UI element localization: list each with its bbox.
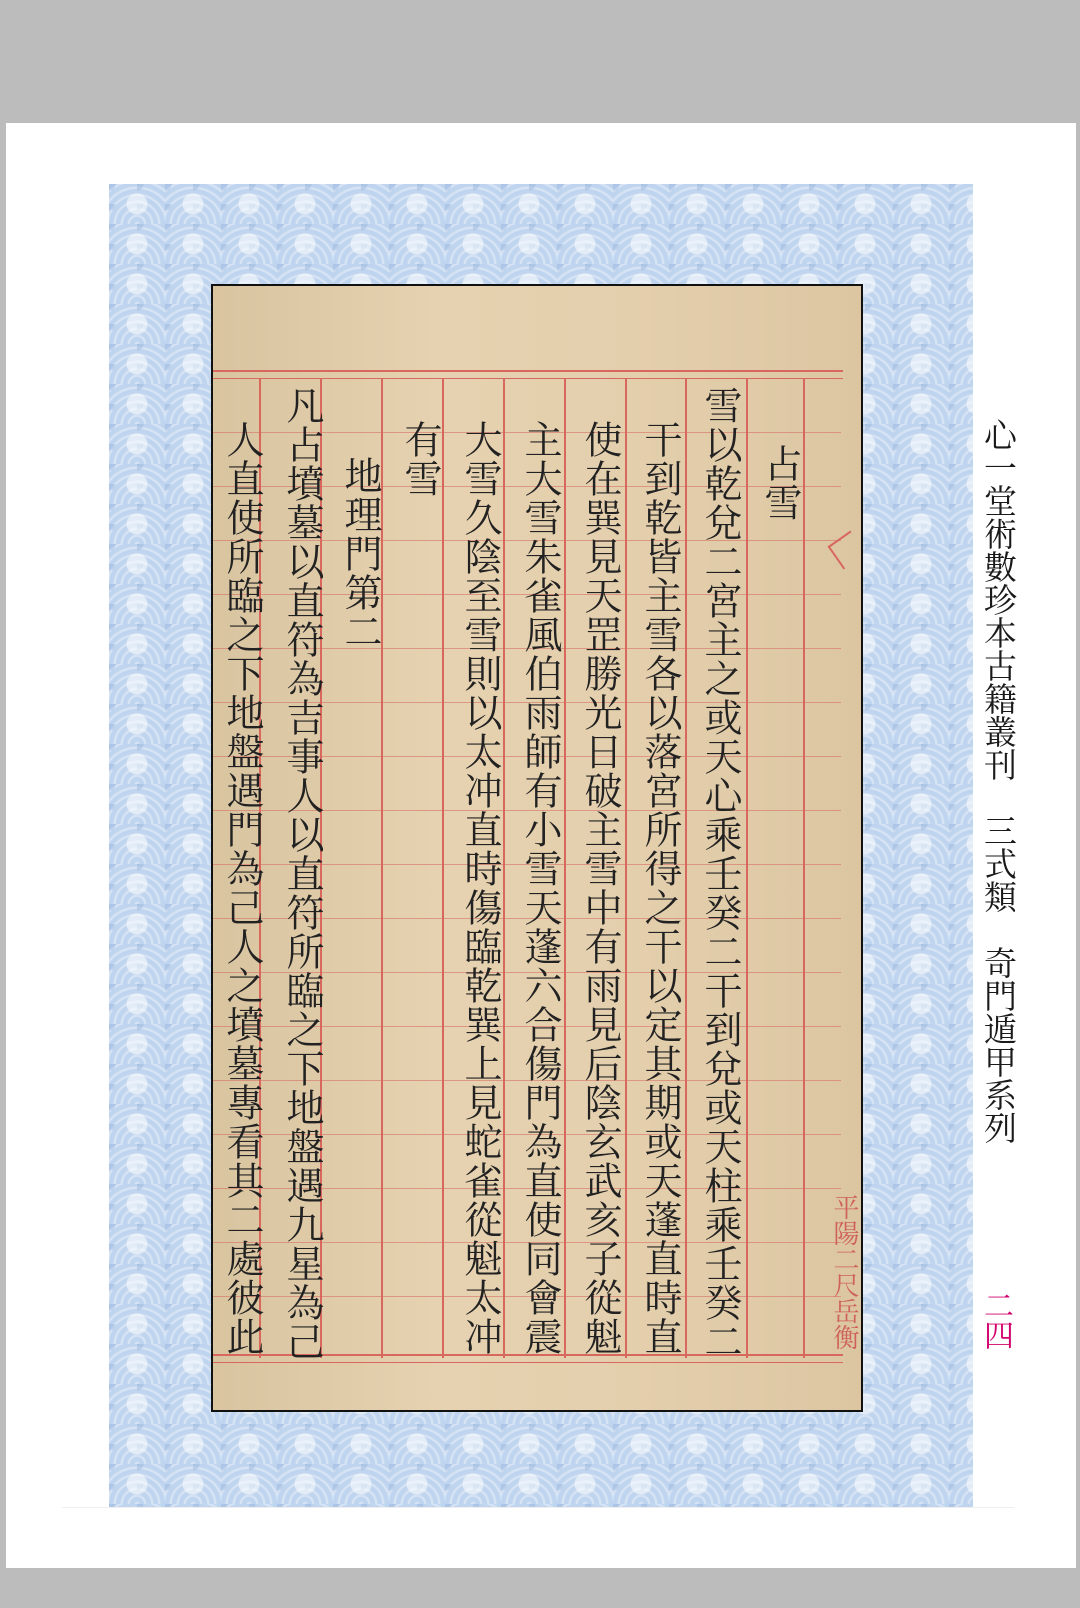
column-rule [803, 378, 805, 1358]
text-column-3: 干到乾皆主雪各以落宮所得之干以定其期或天蓬直時直 [638, 420, 682, 1356]
bottom-divider [62, 1507, 1014, 1508]
top-border-rule [213, 370, 843, 372]
page-number: 二四 [978, 1290, 1013, 1350]
text-column-1: 占雪 [758, 444, 802, 522]
chapter-heading: 地理門第二 [338, 456, 382, 651]
text-column-4: 使在巽見天罡勝光日破主雪中有雨見后陰玄武亥子從魁 [578, 420, 622, 1356]
text-column-2: 雪以乾兌二宮主之或天心乘壬癸二干到兌或天柱乘壬癸二 [698, 386, 742, 1361]
text-column-6: 大雪久陰至雪則以太冲直時傷臨乾巽上見蛇雀從魁太冲 [458, 420, 502, 1356]
text-column-7: 有雪 [398, 420, 442, 498]
column-rule [442, 378, 444, 1358]
top-border-rule-inner [213, 378, 843, 379]
series-title: 心一堂術數珍本古籍叢刊 三式類 奇門遁甲系列 [979, 418, 1018, 1144]
margin-note: 平陽二尺岳衡 [829, 1194, 859, 1350]
bottom-border-rule-inner [213, 1362, 843, 1363]
text-column-10: 人直使所臨之下地盤遇門為己人之墳墓專看其二處彼此 [220, 420, 264, 1356]
scanned-book-page [211, 284, 863, 1412]
text-column-9: 凡占墳墓以直符為吉事人以直符所臨之下地盤遇九星為己 [280, 386, 324, 1361]
bottom-gray-band [0, 1568, 1080, 1608]
text-column-5: 主大雪朱雀風伯雨師有小雪天蓬六合傷門為直使同會震 [518, 420, 562, 1356]
page-edge-tab [828, 531, 863, 570]
